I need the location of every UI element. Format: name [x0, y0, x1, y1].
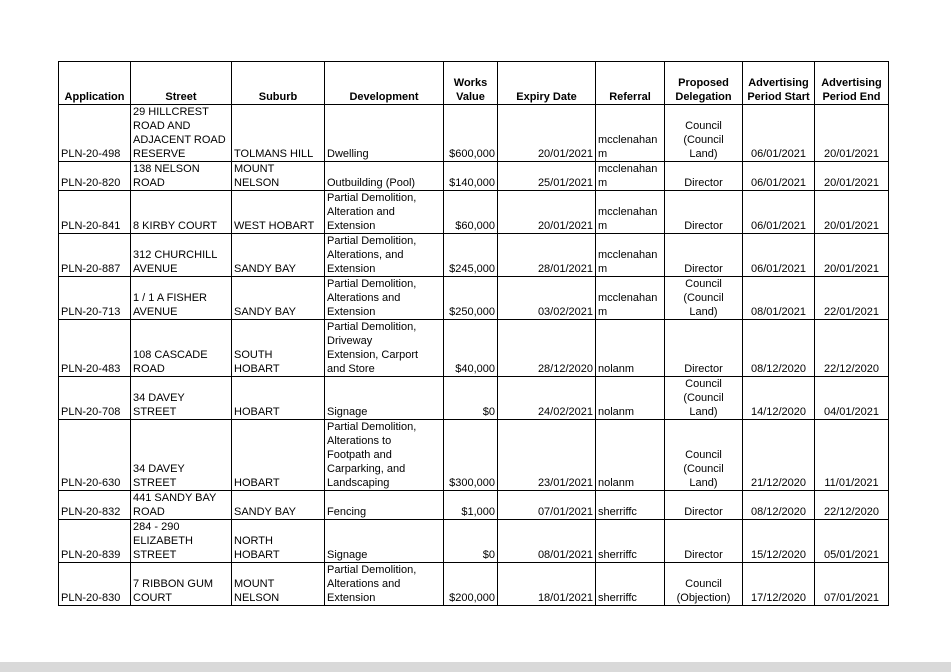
advertising-end-cell: 04/01/2021	[815, 377, 889, 420]
page-bottom-edge	[0, 662, 951, 672]
advertising-start-cell: 06/01/2021	[743, 191, 815, 234]
works-value-cell: $0	[444, 377, 498, 420]
development-cell: Dwelling	[325, 105, 444, 162]
advertising-end-cell: 07/01/2021	[815, 563, 889, 606]
development-cell: Signage	[325, 377, 444, 420]
suburb-cell: MOUNT NELSON	[232, 563, 325, 606]
development-cell: Partial Demolition, Alterations to Footpath and Carparking, and Landscaping	[325, 420, 444, 491]
application-cell: PLN-20-830	[59, 563, 131, 606]
expiry-date-cell: 25/01/2021	[498, 162, 596, 191]
expiry-date-cell: 03/02/2021	[498, 277, 596, 320]
advertising-start-cell: 06/01/2021	[743, 105, 815, 162]
works-value-cell: $60,000	[444, 191, 498, 234]
column-header: Advertising Period End	[815, 62, 889, 105]
column-header: Street	[131, 62, 232, 105]
street-cell: 34 DAVEY STREET	[131, 377, 232, 420]
advertising-end-cell: 11/01/2021	[815, 420, 889, 491]
works-value-cell: $1,000	[444, 491, 498, 520]
column-header: Suburb	[232, 62, 325, 105]
application-cell: PLN-20-630	[59, 420, 131, 491]
expiry-date-cell: 20/01/2021	[498, 191, 596, 234]
delegation-cell: Council (Council Land)	[665, 105, 743, 162]
suburb-cell: SANDY BAY	[232, 234, 325, 277]
advertising-start-cell: 08/01/2021	[743, 277, 815, 320]
table-row	[59, 162, 889, 191]
advertising-start-cell: 21/12/2020	[743, 420, 815, 491]
table-row	[59, 191, 889, 234]
advertising-start-cell: 08/12/2020	[743, 320, 815, 377]
development-cell: Partial Demolition, Alterations and Extension	[325, 277, 444, 320]
delegation-cell: Director	[665, 520, 743, 563]
referral-cell: nolanm	[596, 320, 665, 377]
street-cell: 138 NELSON ROAD	[131, 162, 232, 191]
column-header: Works Value	[444, 62, 498, 105]
referral-cell: nolanm	[596, 377, 665, 420]
delegation-cell: Director	[665, 320, 743, 377]
advertising-start-cell: 08/12/2020	[743, 491, 815, 520]
header-row	[59, 62, 889, 105]
table-header	[59, 62, 889, 105]
expiry-date-cell: 18/01/2021	[498, 563, 596, 606]
street-cell: 284 - 290 ELIZABETH STREET	[131, 520, 232, 563]
development-cell: Partial Demolition, Alterations and Extension	[325, 563, 444, 606]
works-value-cell: $245,000	[444, 234, 498, 277]
expiry-date-cell: 20/01/2021	[498, 105, 596, 162]
delegation-cell: Council (Objection)	[665, 563, 743, 606]
column-header: Referral	[596, 62, 665, 105]
referral-cell: mcclenahan m	[596, 105, 665, 162]
expiry-date-cell: 28/01/2021	[498, 234, 596, 277]
suburb-cell: HOBART	[232, 420, 325, 491]
planning-applications-table	[58, 61, 889, 606]
suburb-cell: MOUNT NELSON	[232, 162, 325, 191]
suburb-cell: NORTH HOBART	[232, 520, 325, 563]
referral-cell: mcclenahan m	[596, 277, 665, 320]
application-cell: PLN-20-839	[59, 520, 131, 563]
referral-cell: mcclenahan m	[596, 191, 665, 234]
street-cell: 312 CHURCHILL AVENUE	[131, 234, 232, 277]
suburb-cell: SANDY BAY	[232, 491, 325, 520]
table-row	[59, 234, 889, 277]
street-cell: 8 KIRBY COURT	[131, 191, 232, 234]
delegation-cell: Council (Council Land)	[665, 377, 743, 420]
advertising-end-cell: 22/12/2020	[815, 491, 889, 520]
table-row	[59, 320, 889, 377]
application-cell: PLN-20-483	[59, 320, 131, 377]
advertising-end-cell: 22/01/2021	[815, 277, 889, 320]
development-cell: Fencing	[325, 491, 444, 520]
referral-cell: mcclenahan m	[596, 234, 665, 277]
street-cell: 34 DAVEY STREET	[131, 420, 232, 491]
referral-cell: nolanm	[596, 420, 665, 491]
delegation-cell: Director	[665, 162, 743, 191]
column-header: Proposed Delegation	[665, 62, 743, 105]
advertising-end-cell: 20/01/2021	[815, 105, 889, 162]
advertising-start-cell: 06/01/2021	[743, 234, 815, 277]
column-header: Application	[59, 62, 131, 105]
advertising-end-cell: 05/01/2021	[815, 520, 889, 563]
application-cell: PLN-20-887	[59, 234, 131, 277]
suburb-cell: WEST HOBART	[232, 191, 325, 234]
works-value-cell: $40,000	[444, 320, 498, 377]
advertising-end-cell: 22/12/2020	[815, 320, 889, 377]
advertising-end-cell: 20/01/2021	[815, 191, 889, 234]
development-cell: Partial Demolition, Driveway Extension, Carport and Store	[325, 320, 444, 377]
column-header: Advertising Period Start	[743, 62, 815, 105]
delegation-cell: Council (Council Land)	[665, 420, 743, 491]
application-cell: PLN-20-841	[59, 191, 131, 234]
suburb-cell: TOLMANS HILL	[232, 105, 325, 162]
street-cell: 441 SANDY BAY ROAD	[131, 491, 232, 520]
works-value-cell: $0	[444, 520, 498, 563]
advertising-start-cell: 15/12/2020	[743, 520, 815, 563]
works-value-cell: $200,000	[444, 563, 498, 606]
development-cell: Partial Demolition, Alteration and Extension	[325, 191, 444, 234]
expiry-date-cell: 28/12/2020	[498, 320, 596, 377]
advertising-end-cell: 20/01/2021	[815, 234, 889, 277]
advertising-start-cell: 17/12/2020	[743, 563, 815, 606]
application-cell: PLN-20-498	[59, 105, 131, 162]
advertising-start-cell: 06/01/2021	[743, 162, 815, 191]
table-row	[59, 277, 889, 320]
referral-cell: mcclenahan m	[596, 162, 665, 191]
expiry-date-cell: 24/02/2021	[498, 377, 596, 420]
expiry-date-cell: 23/01/2021	[498, 420, 596, 491]
referral-cell: sherriffc	[596, 520, 665, 563]
delegation-cell: Council (Council Land)	[665, 277, 743, 320]
works-value-cell: $140,000	[444, 162, 498, 191]
column-header: Development	[325, 62, 444, 105]
table-row	[59, 420, 889, 491]
advertising-end-cell: 20/01/2021	[815, 162, 889, 191]
referral-cell: sherriffc	[596, 491, 665, 520]
table-row	[59, 520, 889, 563]
street-cell: 108 CASCADE ROAD	[131, 320, 232, 377]
delegation-cell: Director	[665, 191, 743, 234]
street-cell: 1 / 1 A FISHER AVENUE	[131, 277, 232, 320]
suburb-cell: SOUTH HOBART	[232, 320, 325, 377]
street-cell: 7 RIBBON GUM COURT	[131, 563, 232, 606]
suburb-cell: HOBART	[232, 377, 325, 420]
application-cell: PLN-20-820	[59, 162, 131, 191]
table-row	[59, 491, 889, 520]
works-value-cell: $600,000	[444, 105, 498, 162]
table-body	[59, 105, 889, 606]
advertising-start-cell: 14/12/2020	[743, 377, 815, 420]
table-row	[59, 377, 889, 420]
development-cell: Partial Demolition, Alterations, and Extension	[325, 234, 444, 277]
development-cell: Outbuilding (Pool)	[325, 162, 444, 191]
table-row	[59, 563, 889, 606]
street-cell: 29 HILLCREST ROAD AND ADJACENT ROAD RESERVE	[131, 105, 232, 162]
works-value-cell: $300,000	[444, 420, 498, 491]
application-cell: PLN-20-832	[59, 491, 131, 520]
table-row	[59, 105, 889, 162]
application-cell: PLN-20-713	[59, 277, 131, 320]
development-cell: Signage	[325, 520, 444, 563]
delegation-cell: Director	[665, 234, 743, 277]
referral-cell: sherriffc	[596, 563, 665, 606]
works-value-cell: $250,000	[444, 277, 498, 320]
application-cell: PLN-20-708	[59, 377, 131, 420]
column-header: Expiry Date	[498, 62, 596, 105]
delegation-cell: Director	[665, 491, 743, 520]
expiry-date-cell: 08/01/2021	[498, 520, 596, 563]
expiry-date-cell: 07/01/2021	[498, 491, 596, 520]
suburb-cell: SANDY BAY	[232, 277, 325, 320]
